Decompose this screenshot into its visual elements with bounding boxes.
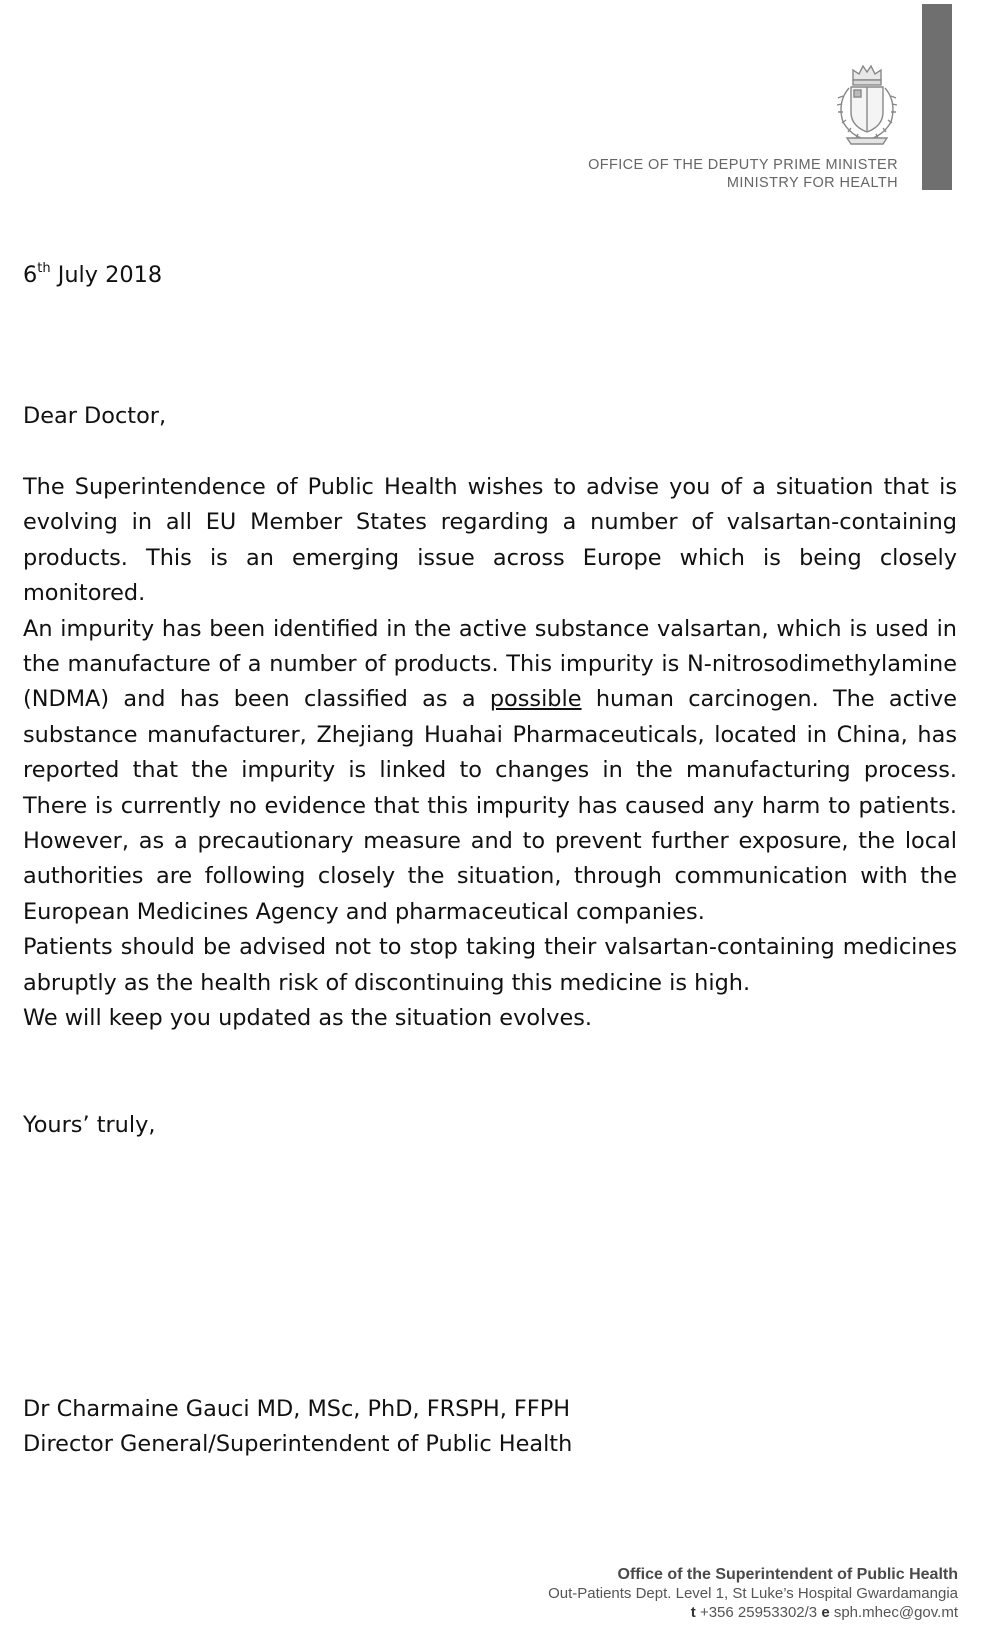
underlined-word: possible <box>489 686 582 713</box>
email-label: e <box>821 1604 830 1621</box>
phone-number: +356 25953302/3 <box>699 1604 818 1621</box>
letterhead-ministry-text <box>588 156 898 192</box>
date-suffix: th <box>37 261 51 276</box>
phone-label: t <box>690 1604 696 1621</box>
salutation: Dear Doctor, <box>23 403 167 429</box>
footer-office: Office of the Superintendent of Public Health <box>617 1566 958 1583</box>
paragraph-3: Patients should be advised not to stop taking their valsartan-containing medicines abruptly as the health risk of discontinuing this medicine is high. <box>23 934 957 996</box>
paragraph-4: We will keep you updated as the situation evolves. <box>23 1005 593 1032</box>
email-address: sph.mhec@gov.mt <box>833 1604 958 1621</box>
paragraph-2 <box>23 612 957 931</box>
office-line: OFFICE OF THE DEPUTY PRIME MINISTER <box>588 157 898 173</box>
closing: Yours’ truly, <box>23 1112 156 1138</box>
letterhead-side-bar <box>922 4 952 190</box>
footer-contact <box>548 1603 958 1622</box>
date-month-year: July 2018 <box>50 262 163 288</box>
date-day: 6 <box>23 262 38 288</box>
signatory-name: Dr Charmaine Gauci MD, MSc, PhD, FRSPH, FFPH <box>23 1396 571 1422</box>
footer-address: Out-Patients Dept. Level 1, St Luke’s Hospital Gwardamangia <box>548 1585 958 1602</box>
signatory-title: Director General/Superintendent of Public Health <box>23 1431 573 1458</box>
ministry-line: MINISTRY FOR HEALTH <box>726 175 898 191</box>
coat-of-arms-icon <box>833 62 901 146</box>
letter-date <box>23 262 162 288</box>
footer <box>548 1565 958 1622</box>
paragraph-2-end: human carcinogen. The active substance manufacturer, Zhejiang Huahai Pharmaceuticals, located in China, has reported that the impurity is linked to changes in the manufacturing process. There is currently no evidence that this impurity has caused any harm to patients. However, as a precautionary measure and to prevent further exposure, the local authorities are following closely the situation, through communication with the European Medicines Agency and pharmaceutical companies. <box>23 686 957 925</box>
signature-block <box>23 1392 572 1463</box>
paragraph-2-start: An impurity has been identified in the active substance valsartan, which is used in the manufacture of a number of products. This impurity is N-nitrosodimethylamine (NDMA) and has been classified as a <box>23 615 957 713</box>
letter-body <box>23 470 957 1037</box>
paragraph-1: The Superintendence of Public Health wishes to advise you of a situation that is evolving in all EU Member States regarding a number of valsartan-containing products. This is an emerging issue across Europe which is being closely monitored. <box>23 474 957 607</box>
